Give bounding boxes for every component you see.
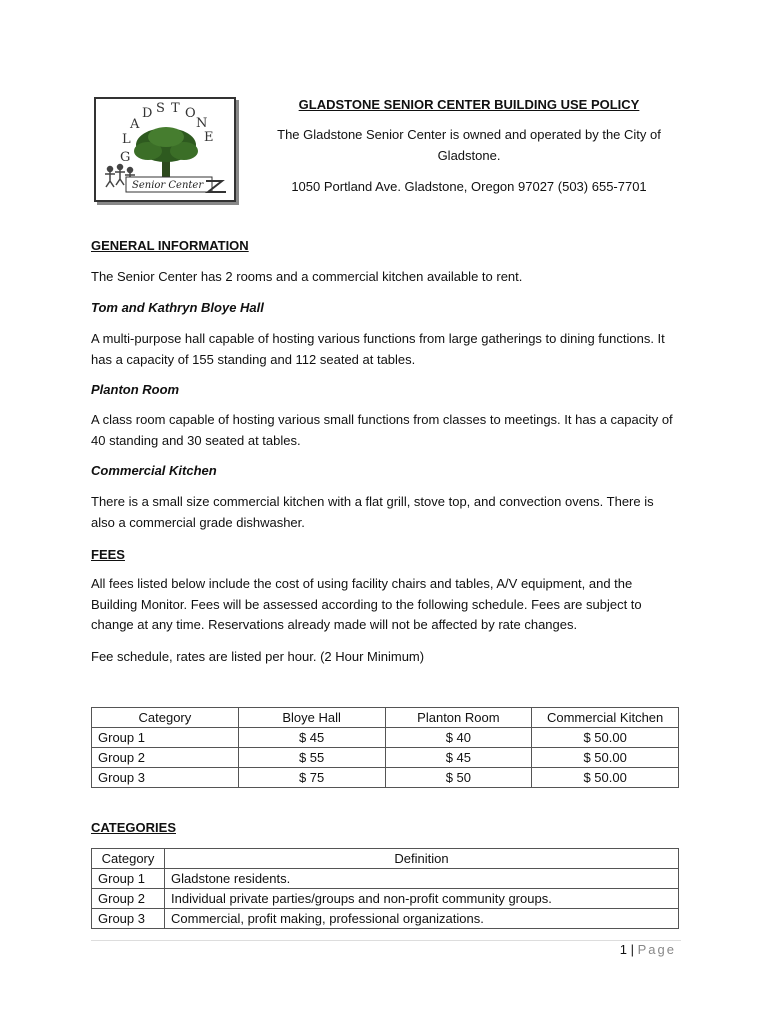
page-label: Page <box>637 942 676 957</box>
bloye-hall-title: Tom and Kathryn Bloye Hall <box>91 300 264 315</box>
planton-room-description: A class room capable of hosting various small functions from classes to meetings. It has a capacity of 40 standing and 30 seated at tables. <box>91 412 673 448</box>
table-cell: Group 1 <box>92 728 239 748</box>
footer-divider <box>91 940 681 941</box>
column-header: Category <box>92 849 165 869</box>
fees-description: All fees listed below include the cost of using facility chairs and tables, A/V equipment, and the Building Monitor. Fees will be assessed according to the following schedule. Fees are subject to change at any time. Reservations already made will not be affected by rate changes. <box>91 576 642 632</box>
commercial-kitchen-description: There is a small size commercial kitchen with a flat grill, stove top, and convection ovens. There is also a commercial grade dishwasher. <box>91 494 654 530</box>
commercial-kitchen-title: Commercial Kitchen <box>91 463 217 478</box>
table-cell: Gladstone residents. <box>165 869 679 889</box>
table-cell: Individual private parties/groups and non-profit community groups. <box>165 889 679 909</box>
bloye-hall-description: A multi-purpose hall capable of hosting various functions from large gatherings to dining functions. It has a capacity of 155 standing and 112 seated at tables. <box>91 331 665 367</box>
fee-schedule-table <box>91 707 679 788</box>
logo-letter: N <box>196 116 208 131</box>
logo-letter: S <box>156 101 165 116</box>
table-row <box>92 909 679 929</box>
table-header-row <box>92 849 679 869</box>
table-cell: $ 40 <box>385 728 532 748</box>
general-information-heading: GENERAL INFORMATION <box>91 238 249 253</box>
fee-schedule-note: Fee schedule, rates are listed per hour. (2 Hour Minimum) <box>91 649 425 664</box>
logo-letter: D <box>142 106 153 121</box>
table-cell: Group 3 <box>92 768 239 788</box>
table-header-row <box>92 708 679 728</box>
table-cell: Group 2 <box>92 889 165 909</box>
logo-letter: E <box>204 130 214 145</box>
planton-room-title: Planton Room <box>91 382 180 397</box>
tree-logo-graphic <box>96 99 234 200</box>
logo-letter: O <box>185 106 196 121</box>
table-cell: Group 2 <box>92 748 239 768</box>
table-row <box>92 889 679 909</box>
fees-heading: FEES <box>91 547 125 562</box>
categories-table <box>91 848 679 929</box>
table-cell: Commercial, profit making, professional organizations. <box>165 909 679 929</box>
categories-heading: CATEGORIES <box>91 820 176 835</box>
table-cell: $ 45 <box>385 748 532 768</box>
table-cell: $ 50 <box>385 768 532 788</box>
table-cell: $ 55 <box>238 748 385 768</box>
table-row <box>92 768 679 788</box>
table-cell: Group 3 <box>92 909 165 929</box>
table-row <box>92 869 679 889</box>
table-cell: $ 75 <box>238 768 385 788</box>
table-cell: Group 1 <box>92 869 165 889</box>
general-intro: The Senior Center has 2 rooms and a commercial kitchen available to rent. <box>91 269 523 284</box>
document-title: GLADSTONE SENIOR CENTER BUILDING USE POLICY <box>298 97 640 112</box>
column-header: Bloye Hall <box>238 708 385 728</box>
page-number: 1 <box>619 942 627 957</box>
logo-letter: G <box>120 150 131 165</box>
page-footer <box>620 942 676 957</box>
page-separator: | <box>630 942 634 957</box>
table-cell: $ 50.00 <box>532 768 679 788</box>
gladstone-logo <box>94 97 236 202</box>
column-header: Commercial Kitchen <box>532 708 679 728</box>
ownership-statement: The Gladstone Senior Center is owned and operated by the City of Gladstone. <box>277 127 661 163</box>
column-header: Planton Room <box>385 708 532 728</box>
logo-wordmark: Senior Center <box>132 180 204 191</box>
logo-letter: L <box>122 132 131 147</box>
column-header: Definition <box>165 849 679 869</box>
table-cell: $ 45 <box>238 728 385 748</box>
column-header: Category <box>92 708 239 728</box>
logo-letter: A <box>130 117 140 132</box>
table-row <box>92 728 679 748</box>
table-cell: $ 50.00 <box>532 748 679 768</box>
table-cell: $ 50.00 <box>532 728 679 748</box>
center-address: 1050 Portland Ave. Gladstone, Oregon 97027 (503) 655-7701 <box>291 179 647 194</box>
table-row <box>92 748 679 768</box>
logo-letter: T <box>171 101 180 116</box>
